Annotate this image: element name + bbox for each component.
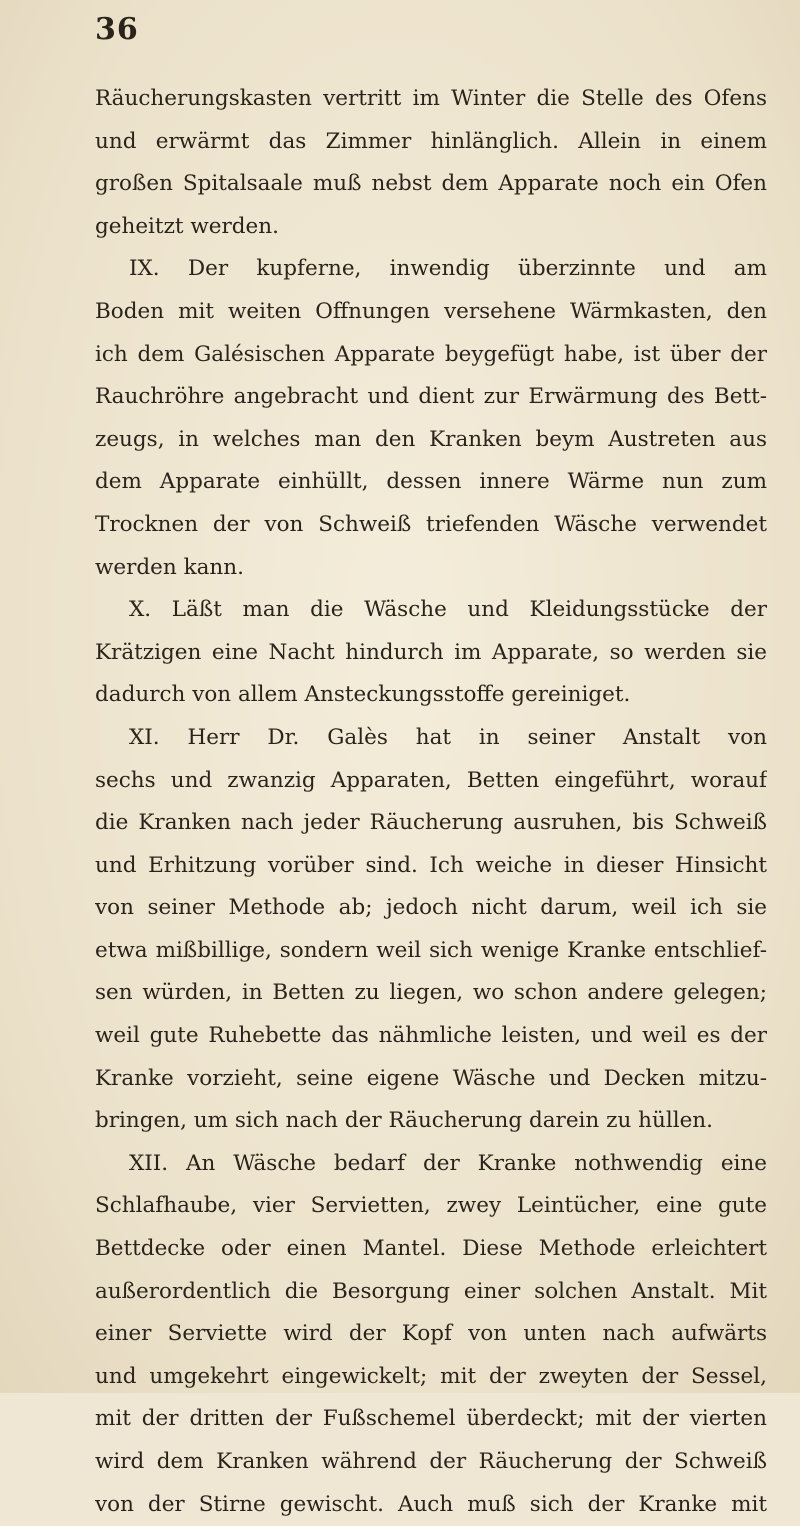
text-line: und Erhitzung vorüber sind. Ich weiche in dieser Hinsicht xyxy=(95,852,767,878)
text-line: geheitzt werden. xyxy=(95,213,279,239)
text-line: dadurch von allem Ansteckungsstoffe gereiniget. xyxy=(95,682,631,708)
text-line: sechs und zwanzig Apparaten, Betten eingeführt, worauf xyxy=(95,767,767,793)
text-line: einer Serviette wird der Kopf von unten nach aufwärts xyxy=(95,1321,767,1347)
text-line: dem Apparate einhüllt, dessen innere Wärme nun zum xyxy=(95,469,767,495)
text-line: werden kann. xyxy=(95,554,244,580)
text-line: X. Läßt man die Wäsche und Kleidungsstücke der xyxy=(129,597,767,623)
text-line: mit der dritten der Fußschemel überdeckt; mit der vierten xyxy=(95,1406,767,1432)
text-line: Schlafhaube, vier Servietten, zwey Leintücher, eine gute xyxy=(95,1193,767,1219)
text-line: Rauchröhre angebracht und dient zur Erwärmung des Bett- xyxy=(95,384,767,410)
text-line: die Kranken nach jeder Räucherung ausruhen, bis Schweiß xyxy=(95,810,767,836)
text-line: Kranke vorzieht, seine eigene Wäsche und Decken mitzu- xyxy=(95,1065,767,1091)
text-line: sen würden, in Betten zu liegen, wo schon andere gelegen; xyxy=(95,980,767,1006)
text-line: weil gute Ruhebette das nähmliche leisten, und weil es der xyxy=(95,1023,767,1049)
text-line: Boden mit weiten Offnungen versehene Wärmkasten, den xyxy=(95,298,767,324)
text-line: von seiner Methode ab; jedoch nicht darum, weil ich sie xyxy=(95,895,767,921)
text-line: und umgekehrt eingewickelt; mit der zweyten der Sessel, xyxy=(95,1363,767,1389)
text-line: Krätzigen eine Nacht hindurch im Apparate, so werden sie xyxy=(95,639,767,665)
text-line: XII. An Wäsche bedarf der Kranke nothwendig eine xyxy=(129,1150,767,1176)
text-line: IX. Der kupferne, inwendig überzinnte und am xyxy=(129,256,767,282)
text-line: etwa mißbillige, sondern weil sich wenige Kranke entschlief- xyxy=(95,937,767,963)
text-line: Räucherungskasten vertritt im Winter die Stelle des Ofens xyxy=(95,86,767,111)
text-line: XI. Herr Dr. Galès hat in seiner Anstalt von xyxy=(129,724,767,750)
text-line: Trocknen der von Schweiß triefenden Wäsche verwendet xyxy=(95,511,767,537)
body-text xyxy=(95,78,767,1526)
text-line: bringen, um sich nach der Räucherung darein zu hüllen. xyxy=(95,1108,713,1134)
text-line: und erwärmt das Zimmer hinlänglich. Allein in einem xyxy=(95,128,767,154)
page-number: 36 xyxy=(95,12,139,47)
text-line: von der Stirne gewischt. Auch muß sich der Kranke mit xyxy=(95,1491,767,1517)
text-line: wird dem Kranken während der Räucherung der Schweiß xyxy=(95,1449,767,1474)
text-line: zeugs, in welches man den Kranken beym Austreten aus xyxy=(95,426,767,452)
text-line: großen Spitalsaale muß nebst dem Apparate noch ein Ofen xyxy=(95,171,767,197)
text-line: Bettdecke oder einen Mantel. Diese Methode erleichtert xyxy=(95,1236,767,1262)
text-line: ich dem Galésischen Apparate beygefügt habe, ist über der xyxy=(95,341,767,367)
text-line: außerordentlich die Besorgung einer solchen Anstalt. Mit xyxy=(95,1278,767,1304)
